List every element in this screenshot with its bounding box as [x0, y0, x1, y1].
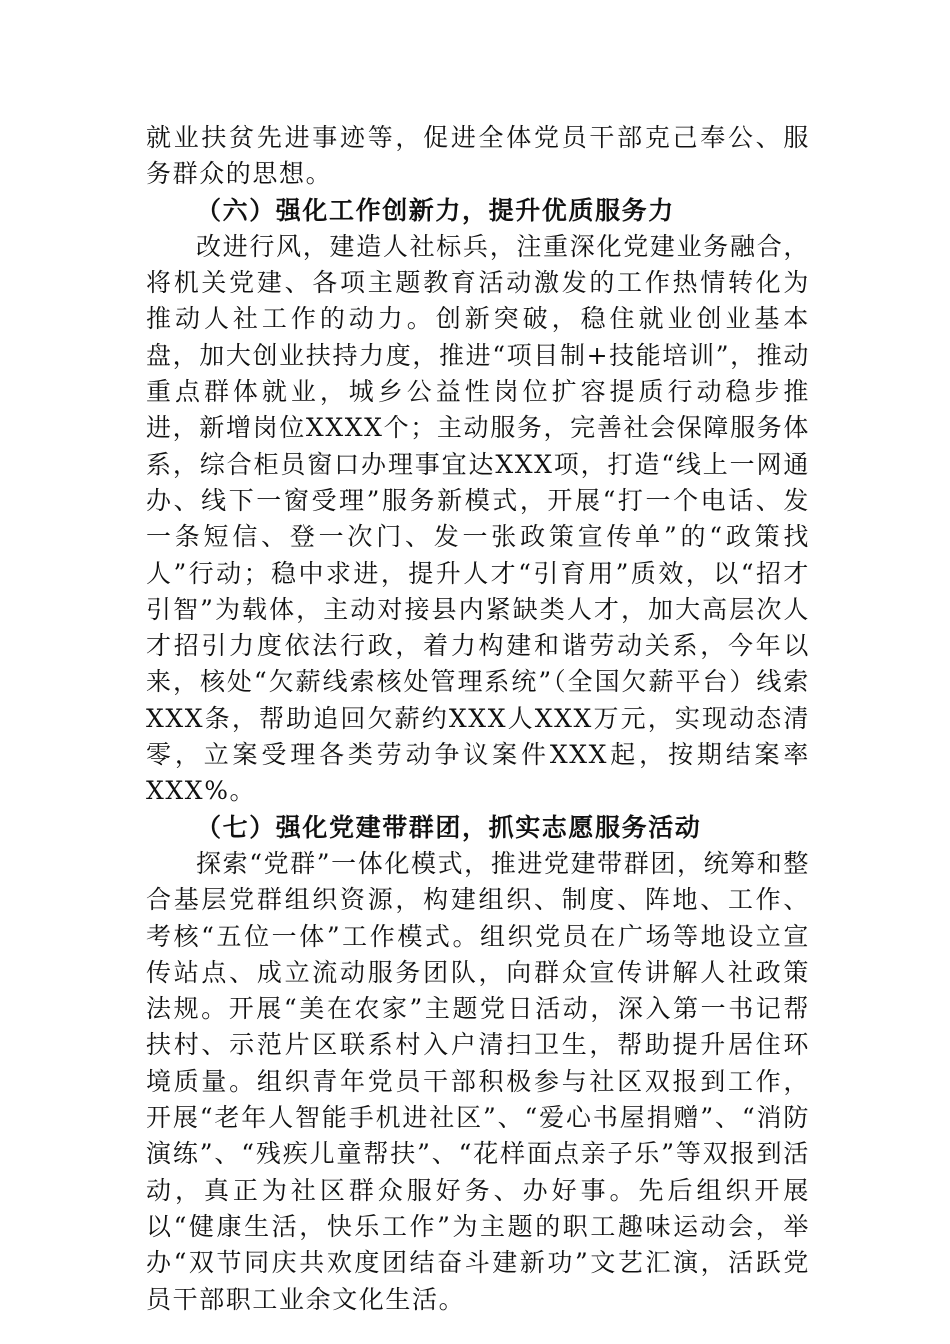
- document-page: [146, 120, 810, 1318]
- section-heading-6: （六）强化工作创新力，提升优质服务力: [196, 195, 675, 225]
- section-heading-7: （七）强化党建带群团，抓实志愿服务活动: [196, 812, 702, 842]
- paragraph-service-innovation: 改进行风，建造人社标兵，注重深化党建业务融合，将机关党建、各项主题教育活动激发的工作热情转化为推动人社工作的动力。创新突破，稳住就业创业基本盘，加大创业扶持力度，推进“项目制+技能培训”，推动重点群体就业，城乡公益性岗位扩容提质行动稳步推进，新增岗位XXXX个；主动服务，完善社会保障服务体系，综合柜员窗口办理事宜达XXX项，打造“线上一网通办、线下一窗受理”服务新模式，开展“打一个电话、发一条短信、登一次门、发一张政策宣传单”的“政策找人”行动；稳中求进，提升人才“引育用”质效，以“招才引智”为载体，主动对接县内紧缺类人才，加大高层次人才招引力度依法行政，着力构建和谐劳动关系，今年以来，核处“欠薪线索核处管理系统”（全国欠薪平台）线索XXX条，帮助追回欠薪约XXX人XXX万元，实现动态清零，立案受理各类劳动争议案件XXX起，按期结案率XXX%。: [146, 231, 810, 806]
- paragraph-continuation: 就业扶贫先进事迹等，促进全体党员干部克己奉公、服务群众的思想。: [146, 123, 810, 189]
- paragraph-volunteer-service: 探索“党群”一体化模式，推进党建带群团，统筹和整合基层党群组织资源，构建组织、制度、阵地、工作、考核“五位一体”工作模式。组织党员在广场等地设立宣传站点、成立流动服务团队，向群众宣传讲解人社政策法规。开展“美在农家”主题党日活动，深入第一书记帮扶村、示范片区联系村入户清扫卫生，帮助提升居住环境质量。组织青年党员干部积极参与社区双报到工作，开展“老年人智能手机进社区”、“爱心书屋捐赠”、“消防演练”、“残疾儿童帮扶”、“花样面点亲子乐”等双报到活动，真正为社区群众服好务、办好事。先后组织开展以“健康生活，快乐工作”为主题的职工趣味运动会，举办“双节同庆共欢度团结奋斗建新功”文艺汇演，活跃党员干部职工业余文化生活。: [146, 848, 810, 1314]
